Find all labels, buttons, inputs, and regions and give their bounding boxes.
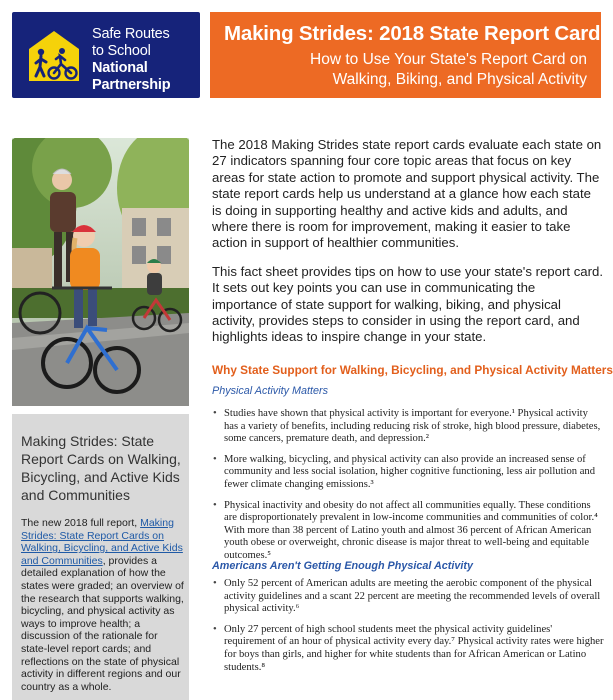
subheading-not-enough-activity: Americans Aren't Getting Enough Physical Activity <box>212 560 473 572</box>
list-item: • Only 52 percent of American adults are meeting the aerobic component of the physical activity guidelines and a scant 22 percent are meeting the recommended levels of overall physical activity.⁶ <box>212 578 604 616</box>
family-biking-illustration <box>12 138 189 406</box>
logo-line-1: Safe Routes <box>92 26 170 42</box>
page-subtitle <box>310 50 587 90</box>
logo-line-4: Partnership <box>92 77 171 93</box>
sidebar-body <box>21 517 185 693</box>
title-banner <box>210 12 612 98</box>
intro-paragraph-2: This fact sheet provides tips on how to use your state's report card. It sets out key points you can use in communicating the importance of state support for walking, biking, and physical activity, provides steps to consider in using the report card, and highlights ideas to inspire change in your state. <box>212 263 604 345</box>
sidebar-title: Making Strides: State Report Cards on Walking, Bicycling, and Active Kids and Communities <box>21 433 181 503</box>
bullet-list-1 <box>212 408 604 571</box>
sidebar-body-start: The new 2018 full report, <box>21 517 141 529</box>
sidebar-body-end: , provides a detailed explanation of how the states were graded; an overview of the research that supports walking, bicycling, and physical activity as ways to improve health; a discussion of the rationale for state-level report cards; and reflections on the state of physical activity in different regions and our country as a whole. <box>21 554 184 693</box>
list-item: • Physical inactivity and obesity do not affect all communities equally. These conditions are disproportionately prevalent in low-income communities and communities of color.⁴ With more than 38 percent of Latino youth and almost 36 percent of African American youth obese or overweight, chronic disease is major threat to well-being and equitable outcomes.⁵ <box>212 500 604 563</box>
subtitle-line-1: How to Use Your State's Report Card on <box>310 51 587 68</box>
intro-text <box>212 137 604 358</box>
list-item: • Only 27 percent of high school students meet the physical activity guidelines' requirement of an hour of physical activity every day.⁷ Physical activity rates were higher for boys than girls, and higher for white students than for African American or Latino students.⁸ <box>212 624 604 674</box>
logo-line-2: to School <box>92 43 151 59</box>
family-biking-photo <box>12 138 189 406</box>
full-report-link[interactable]: Making Strides: State Report Cards on Walking, Bicycling, and Active Kids and Communities <box>21 517 183 567</box>
bullet-list-2 <box>212 578 604 682</box>
subtitle-line-2: Walking, Biking, and Physical Activity <box>332 71 587 88</box>
list-item: • Studies have shown that physical activity is important for everyone.¹ Physical activity has a variety of benefits, including reducing risk of stroke, high blood pressure, diabetes, some cancers, premature death, and depression.² <box>212 408 604 446</box>
list-item: • More walking, bicycling, and physical activity can also provide an increased sense of community and less social isolation, higher cognitive functioning, less air pollution and fewer climate changing emissions.³ <box>212 454 604 492</box>
subheading-physical-activity-matters: Physical Activity Matters <box>212 385 328 397</box>
sidebar-box <box>12 414 189 700</box>
section-heading: Why State Support for Walking, Bicycling, and Physical Activity Matters <box>212 363 613 377</box>
intro-paragraph-1: The 2018 Making Strides state report cards evaluate each state on 27 indicators spanning four core topic areas that focus on key areas for state action to promote and support physical activity. The state report cards help us understand at a glance how each state is doing in supporting healthy and active kids and adults, and where there is room for improvement, making it easier to take action in support of healthier communities. <box>212 137 602 251</box>
school-crossing-sign-icon <box>24 26 84 86</box>
page-title: Making Strides: 2018 State Report Cards <box>224 22 612 45</box>
logo-line-3: National <box>92 60 148 76</box>
logo <box>12 12 200 98</box>
